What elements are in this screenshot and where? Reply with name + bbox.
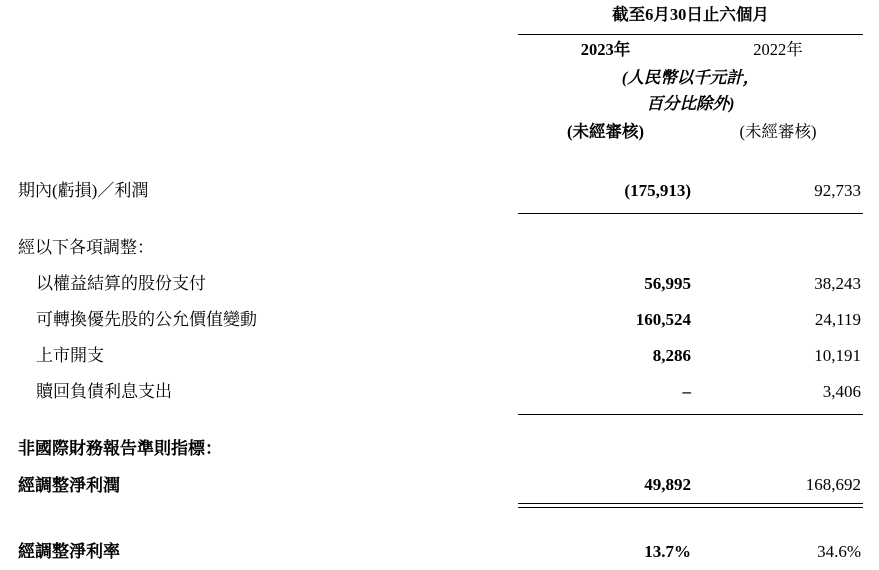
header-years-row <box>18 35 863 66</box>
audit-note-current: (未經審核) <box>567 122 644 141</box>
fair-value-label: 可轉換優先股的公允價值變動 <box>36 310 257 329</box>
table-row-share-based <box>18 266 863 302</box>
adjustments-header-label: 經以下各項調整： <box>18 238 154 257</box>
fair-value-prior: 24,119 <box>814 310 861 329</box>
share-based-prior: 38,243 <box>814 274 861 293</box>
table-row-non-ifrs-header <box>18 431 863 467</box>
listing-expenses-prior: 10,191 <box>814 346 861 365</box>
table-row-adjustments-header <box>18 230 863 266</box>
share-based-current: 56,995 <box>644 274 691 293</box>
spacer-after-adjusted-net-profit <box>18 508 863 535</box>
table-row-adjusted-net-profit <box>18 467 863 504</box>
header-period-row <box>18 0 863 30</box>
year-current-label: 2023年 <box>580 40 631 59</box>
spacer-after-header <box>18 147 863 173</box>
adjusted-net-profit-label: 經調整淨利潤 <box>18 475 120 495</box>
adjusted-net-margin-prior: 34.6% <box>817 542 861 561</box>
adjusted-net-margin-current: 13.7% <box>644 542 691 561</box>
table-row-listing-expenses <box>18 338 863 374</box>
table-row-redemption-interest <box>18 374 863 410</box>
adjusted-net-profit-prior: 168,692 <box>805 475 861 494</box>
profit-loss-current: (175,913) <box>624 181 691 200</box>
listing-expenses-current: 8,286 <box>652 346 691 365</box>
spacer-after-profit-loss <box>18 214 863 231</box>
non-ifrs-reconciliation-table <box>18 0 863 570</box>
year-prior-label: 2022年 <box>753 40 803 59</box>
unit-note-line-1: (人民幣以千元計， <box>621 68 760 87</box>
period-title: 截至6月30日止六個月 <box>612 5 769 24</box>
listing-expenses-label: 上市開支 <box>36 346 104 365</box>
unit-note-line-2: 百分比除外) <box>646 94 735 113</box>
redemption-interest-prior: 3,406 <box>822 382 861 401</box>
fair-value-current: 160,524 <box>635 310 691 329</box>
table-row-fair-value <box>18 302 863 338</box>
table-row-adjusted-net-margin <box>18 534 863 570</box>
profit-loss-label: 期內(虧損)／利潤 <box>18 181 149 200</box>
header-audit-note-row <box>18 117 863 147</box>
non-ifrs-header-label: 非國際財務報告準則指標： <box>18 439 222 458</box>
audit-note-prior: (未經審核) <box>739 122 817 141</box>
header-unit-note-row-1 <box>18 65 863 91</box>
adjusted-net-profit-current: 49,892 <box>644 475 691 494</box>
header-unit-note-row-2 <box>18 91 863 117</box>
profit-loss-prior: 92,733 <box>814 181 861 200</box>
redemption-interest-current: – <box>682 382 691 401</box>
spacer-after-adjustments <box>18 415 863 432</box>
redemption-interest-label: 贖回負債利息支出 <box>36 382 172 401</box>
adjusted-net-margin-label: 經調整淨利率 <box>18 542 120 561</box>
share-based-label: 以權益結算的股份支付 <box>36 274 206 293</box>
table-row-profit-loss <box>18 173 863 209</box>
